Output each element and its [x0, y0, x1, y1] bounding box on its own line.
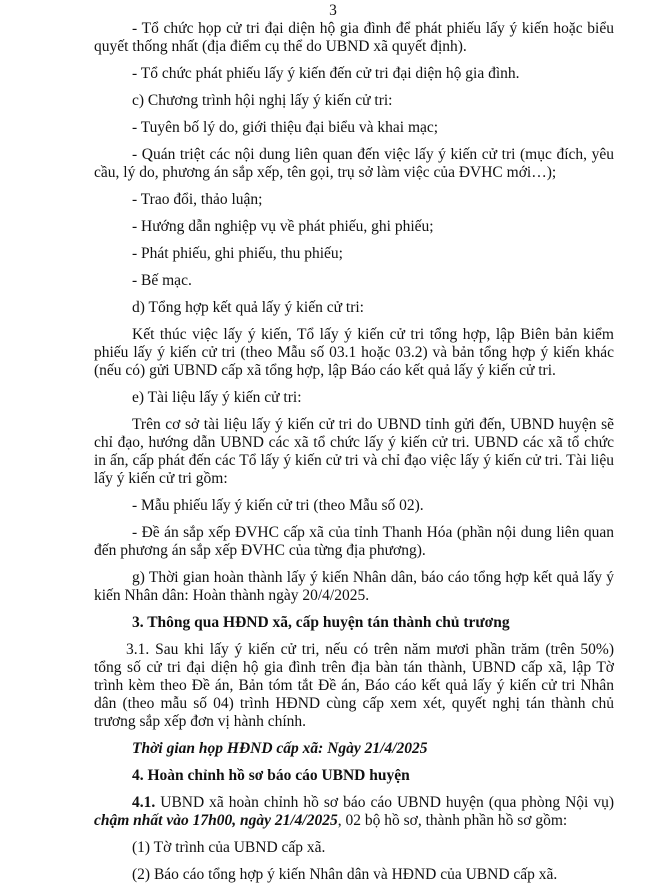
section-4-1-text-a: UBND xã hoàn chỉnh hồ sơ báo cáo UBND huyện (qua phòng Nội vụ): [155, 794, 614, 811]
paragraph: - Bế mạc.: [132, 272, 192, 289]
paragraph: - Quán triệt các nội dung liên quan đến việc lấy ý kiến cử tri (mục đích, yêu cầu, lý do, phương án sắp xếp, tên gọi, trụ sở làm việc của ĐVHC mới…);: [94, 146, 614, 181]
list-item: (2) Báo cáo tổng hợp ý kiến Nhân dân và HĐND của UBND cấp xã.: [132, 866, 558, 883]
paragraph: e) Tài liệu lấy ý kiến cử tri:: [132, 389, 302, 406]
paragraph: g) Thời gian hoàn thành lấy ý kiến Nhân dân, báo cáo tổng hợp kết quả lấy ý kiến Nhân dân: Hoàn thành ngày 20/4/2025.: [94, 569, 614, 604]
paragraph: - Hướng dẫn nghiệp vụ về phát phiếu, ghi phiếu;: [132, 218, 434, 235]
paragraph: d) Tổng hợp kết quả lấy ý kiến cử tri:: [132, 299, 364, 316]
page-number: 3: [329, 2, 337, 19]
paragraph: - Mẫu phiếu lấy ý kiến cử tri (theo Mẫu số 02).: [132, 497, 424, 514]
paragraph: - Đề án sắp xếp ĐVHC cấp xã của tỉnh Thanh Hóa (phần nội dung liên quan đến phương án sắp xếp ĐVHC của từng địa phương).: [94, 524, 614, 559]
paragraph: Kết thúc việc lấy ý kiến, Tổ lấy ý kiến cử tri tổng hợp, lập Biên bản kiểm phiếu lấy ý kiến cử tri (theo Mẫu số 03.1 hoặc 03.2) và bản tổng hợp ý kiến khác (nếu có) gửi UBND cấp xã tổng hợp, lập Báo cáo kết quả lấy ý kiến cử tri.: [94, 326, 614, 379]
section-3-heading: 3. Thông qua HĐND xã, cấp huyện tán thành chủ trương: [132, 614, 510, 631]
list-item: (1) Tờ trình của UBND cấp xã.: [132, 839, 326, 856]
section-4-heading: 4. Hoàn chỉnh hồ sơ báo cáo UBND huyện: [132, 767, 410, 784]
section-3-1-body: 3.1. Sau khi lấy ý kiến cử tri, nếu có trên năm mươi phần trăm (trên 50%) tổng số cử tri đại diện hộ gia đình trên địa bàn tán thành, UBND cấp xã, lập Tờ trình kèm theo Đề án, Bản tóm tắt Đề án, Báo cáo kết quả lấy ý kiến cử tri Nhân dân (theo mẫu số 04) trình HĐND cùng cấp xem xét, quyết nghị tán thành chủ trương sắp xếp đơn vị hành chính.: [94, 641, 614, 730]
paragraph: - Trao đổi, thảo luận;: [132, 191, 263, 208]
paragraph: - Tổ chức họp cử tri đại diện hộ gia đình để phát phiếu lấy ý kiến hoặc biểu quyết thống nhất (địa điểm cụ thể do UBND xã quyết định).: [94, 20, 614, 55]
paragraph: Trên cơ sở tài liệu lấy ý kiến cử tri do UBND tỉnh gửi đến, UBND huyện sẽ chỉ đạo, hướng dẫn UBND các xã tổ chức lấy ý kiến cử tri. UBND các xã tổ chức in ấn, cấp phát đến các Tổ lấy ý kiến cử tri và chỉ đạo việc lấy ý kiến cử tri. Tài liệu lấy ý kiến cử tri gồm:: [94, 416, 614, 487]
submission-deadline: chậm nhất vào 17h00, ngày 21/4/2025: [94, 812, 338, 829]
document-body: [94, 20, 614, 893]
paragraph: - Tổ chức phát phiếu lấy ý kiến đến cử tri đại diện hộ gia đình.: [132, 65, 520, 82]
paragraph: - Tuyên bố lý do, giới thiệu đại biểu và khai mạc;: [132, 119, 439, 136]
section-4-1-number: 4.1.: [132, 794, 156, 811]
paragraph: - Phát phiếu, ghi phiếu, thu phiếu;: [132, 245, 343, 262]
paragraph: c) Chương trình hội nghị lấy ý kiến cử tri:: [132, 92, 393, 109]
hdnd-meeting-deadline: Thời gian họp HĐND cấp xã: Ngày 21/4/2025: [132, 740, 428, 757]
section-4-1-body: [94, 794, 614, 830]
section-4-1-text-b: , 02 bộ hồ sơ, thành phần hồ sơ gồm:: [337, 812, 568, 829]
